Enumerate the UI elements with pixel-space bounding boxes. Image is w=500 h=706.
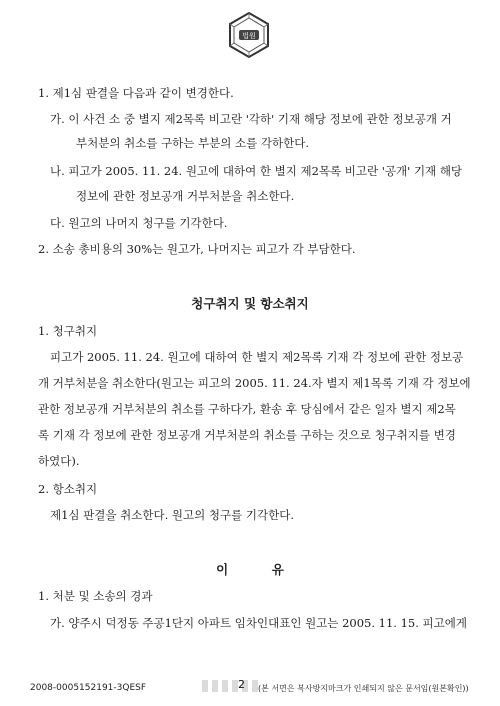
claims-sub1-title: 1. 청구취지 xyxy=(38,324,98,338)
page-number: 2 xyxy=(238,678,245,691)
claims-sub1-line4: 록 기재 각 정보에 관한 정보공개 거부처분의 취소를 구하는 것으로 청구취지를 변경 xyxy=(38,428,456,442)
claims-sub1-line3: 관한 정보공개 거부처분의 취소를 구하다가, 환송 후 당심에서 같은 일자 별지 제2목 xyxy=(38,402,456,416)
order-item-1-na-line1: 나. 피고가 2005. 11. 24. 원고에 대하여 한 별지 제2목록 비고란 '공개' 기재 해당 xyxy=(50,164,463,178)
reasons-sub1-ga: 가. 양주시 덕정동 주공1단지 아파트 임차인대표인 원고는 2005. 11. 15. 피고에게 xyxy=(50,616,467,630)
claims-sub1-line2: 개 거부처분을 취소한다(원고는 피고의 2005. 11. 24.자 별지 제1목록 기재 각 정보에 xyxy=(38,376,471,390)
court-seal-emblem xyxy=(224,10,274,60)
order-item-1-na-line2: 정보에 관한 정보공개 거부처분을 취소한다. xyxy=(76,189,295,203)
claims-sub1-line1: 피고가 2005. 11. 24. 원고에 대하여 한 별지 제2목록 기재 각 정보에 관한 정보공 xyxy=(50,350,464,364)
reasons-sub1-title: 1. 처분 및 소송의 경과 xyxy=(38,589,153,603)
claims-sub2-title: 2. 항소취지 xyxy=(38,482,98,496)
seal-text: 법원 xyxy=(242,32,256,40)
copy-notice: (본 서면은 복사방지마크가 인쇄되지 않은 문서임(원본확인)) xyxy=(258,684,469,693)
order-item-2: 2. 소송 총비용의 30%는 원고가, 나머지는 피고가 각 부담한다. xyxy=(38,242,356,256)
order-item-1-ga-line2: 부처분의 취소를 구하는 부분의 소를 각하한다. xyxy=(76,136,310,150)
reasons-heading: 이 유 xyxy=(216,562,284,577)
order-item-1: 1. 제1심 판결을 다음과 같이 변경한다. xyxy=(38,86,234,100)
claims-heading: 청구취지 및 항소취지 xyxy=(191,296,309,311)
order-item-1-da: 다. 원고의 나머지 청구를 기각한다. xyxy=(50,216,228,230)
claims-sub2-line1: 제1심 판결을 취소한다. 원고의 청구를 기각한다. xyxy=(50,508,294,522)
claims-sub1-line5: 하였다). xyxy=(38,454,80,468)
copy-protection-mark xyxy=(200,676,260,696)
order-item-1-ga-line1: 가. 이 사건 소 중 별지 제2목록 비고란 '각하' 기재 해당 정보에 관한 정보공개 거 xyxy=(50,112,452,126)
document-id: 2008-0005152191-3QESF xyxy=(30,683,147,693)
